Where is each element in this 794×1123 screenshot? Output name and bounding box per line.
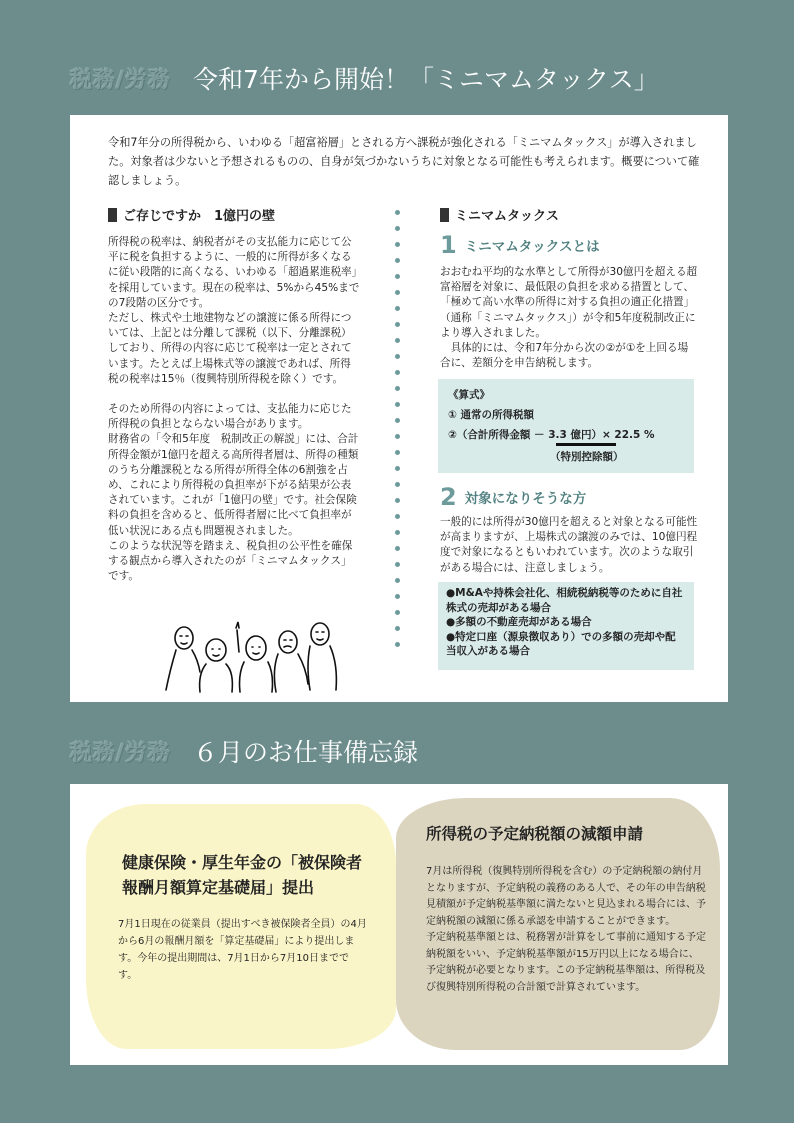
left-p4: 財務省の「令和5年度 税制改正の解説」には、合計所得金額が1億円を超える高所得者層は、所得の種類のうち分離課税となる所得が所得全体の6割強を占め、これにより所得税の負担率が下がる結果が公表されています。これが「1億円の壁」です。社会保険料の負担を含めると、低所得者層に比べて負担率が低い状況にある点も問題視されました。 [108,433,359,537]
category-label: 税務/労務 [70,67,172,93]
formula-title: 《算式》 [448,389,490,401]
bullet-box [438,582,694,670]
left-p1: 所得税の税率は、納税者がその支払能力に応じて公平に税を負担するように、一般的に所得が多くなるに従い段階的に高くなる、いわゆる「超過累進税率」を採用しています。現在の税率は、5%から45%までの7段階の区分です。 [108,236,360,309]
sub1-text [440,265,698,371]
category-label: 税務/労務 [70,740,172,766]
intro-text: 令和7年分の所得税から、いわゆる「超富裕層」とされる方へ課税が強化される「ミニマムタックス」が導入されました。対象者は少ないと予想されるものの、自身が気づかないうちに対象となる可能性も考えられます。概要について確認しましょう。 [108,136,700,187]
formula-underline [556,443,616,446]
left-heading [108,205,275,224]
right-heading [440,205,559,224]
card1-text: 7月1日現在の従業員（提出すべき被保険者全員）の4月から6月の報酬月額を「算定基礎届」により提出します。今年の提出期間は、7月1日から7月10日までです。 [118,919,367,981]
sub2-label: 対象になりそうな方 [464,491,587,507]
sub1-heading [440,233,600,257]
card2-p2: 予定納税基準額とは、税務署が計算をして事前に通知する予定納税額をいい、予定納税基準額が15万円以上になる場合に、予定納税が必要となります。この予定納税基準額は、所得税及び復興特別所得税の合計額で計算されています。 [426,932,706,993]
formula-box [438,379,694,473]
left-p3: そのため所得の内容によっては、支払能力に応じた所得税の負担とならない場合があります。 [108,403,352,431]
card2-title: 所得税の予定納税額の減額申請 [426,825,644,843]
formula-line-1: ① 通常の所得税額 [448,409,535,421]
left-heading-text: ご存じですか 1億円の壁 [123,209,276,224]
bullet-item: ●特定口座（源泉徴収あり）での多額の売却や配当収入がある場合 [446,630,676,657]
section2-header [70,731,418,771]
section-title: 令和7年から開始！「ミニマムタックス」 [193,65,659,94]
sub2-number: 2 [440,483,457,511]
sub1-p2: 具体的には、令和7年分から次の②が①を上回る場合に、差額分を申告納税します。 [440,342,689,370]
card1-title: 健康保険・厚生年金の「被保険者報酬月額算定基礎届」提出 [122,853,363,897]
right-heading-text: ミニマムタックス [455,209,559,224]
left-p5: このような状況等を踏まえ、税負担の公平性を確保する観点から導入されたのが「ミニマムタックス」です。 [108,539,353,583]
formula-note: （特別控除額） [550,451,624,463]
sub1-p1: おおむね平均的な水準として所得が30億円を超える超富裕層を対象に、最低限の負担を求める措置として、「極めて高い水準の所得に対する負担の適正化措置」（通称「ミニマムタックス」）が令和5年度税制改正により導入されました。 [440,266,698,339]
sub1-number: 1 [440,231,457,259]
card2-text [426,864,706,996]
section1-header [70,58,659,98]
sub2-heading [440,485,586,509]
left-p2: ただし、株式や土地建物などの譲渡に係る所得については、上記とは分離して課税（以下、分離課税）しており、所得の内容に応じて税率は一定とされています。たとえば上場株式等の譲渡であれば、所得税の税率は15％（復興特別所得税を除く）です。 [108,312,352,385]
bullet-item: ●多額の不動産売却がある場合 [446,616,592,628]
card2-p1: 7月は所得税（復興特別所得税を含む）の予定納税額の納付月となりますが、予定納税の義務のある人で、その年の申告納税見積額が予定納税基準額に満たないと見込まれる場合には、予定納税額の減額に係る承認を申請することができます。 [426,866,706,927]
heading-bar-icon [108,208,117,222]
article-panel [70,115,728,702]
people-illustration-icon [164,620,344,695]
heading-bar-icon [440,208,449,222]
bullet-item: ●M&Aや持株会社化、相続税納税等のために自社株式の売却がある場合 [446,587,683,614]
column-divider [395,210,401,675]
left-column [108,235,360,584]
section-title: ６月のお仕事備忘録 [193,738,419,767]
sub2-text: 一般的には所得が30億円を超えると対象となる可能性が高まりますが、上場株式の譲渡のみでは、10億円程度で対象になるともいわれています。次のような取引がある場合には、注意しましょう。 [440,516,698,574]
sub1-label: ミニマムタックスとは [464,239,600,255]
formula-line-2: ②（合計所得金額 － 3.3 億円）× 22.5 % [448,429,655,441]
memo-panel [70,784,728,1065]
